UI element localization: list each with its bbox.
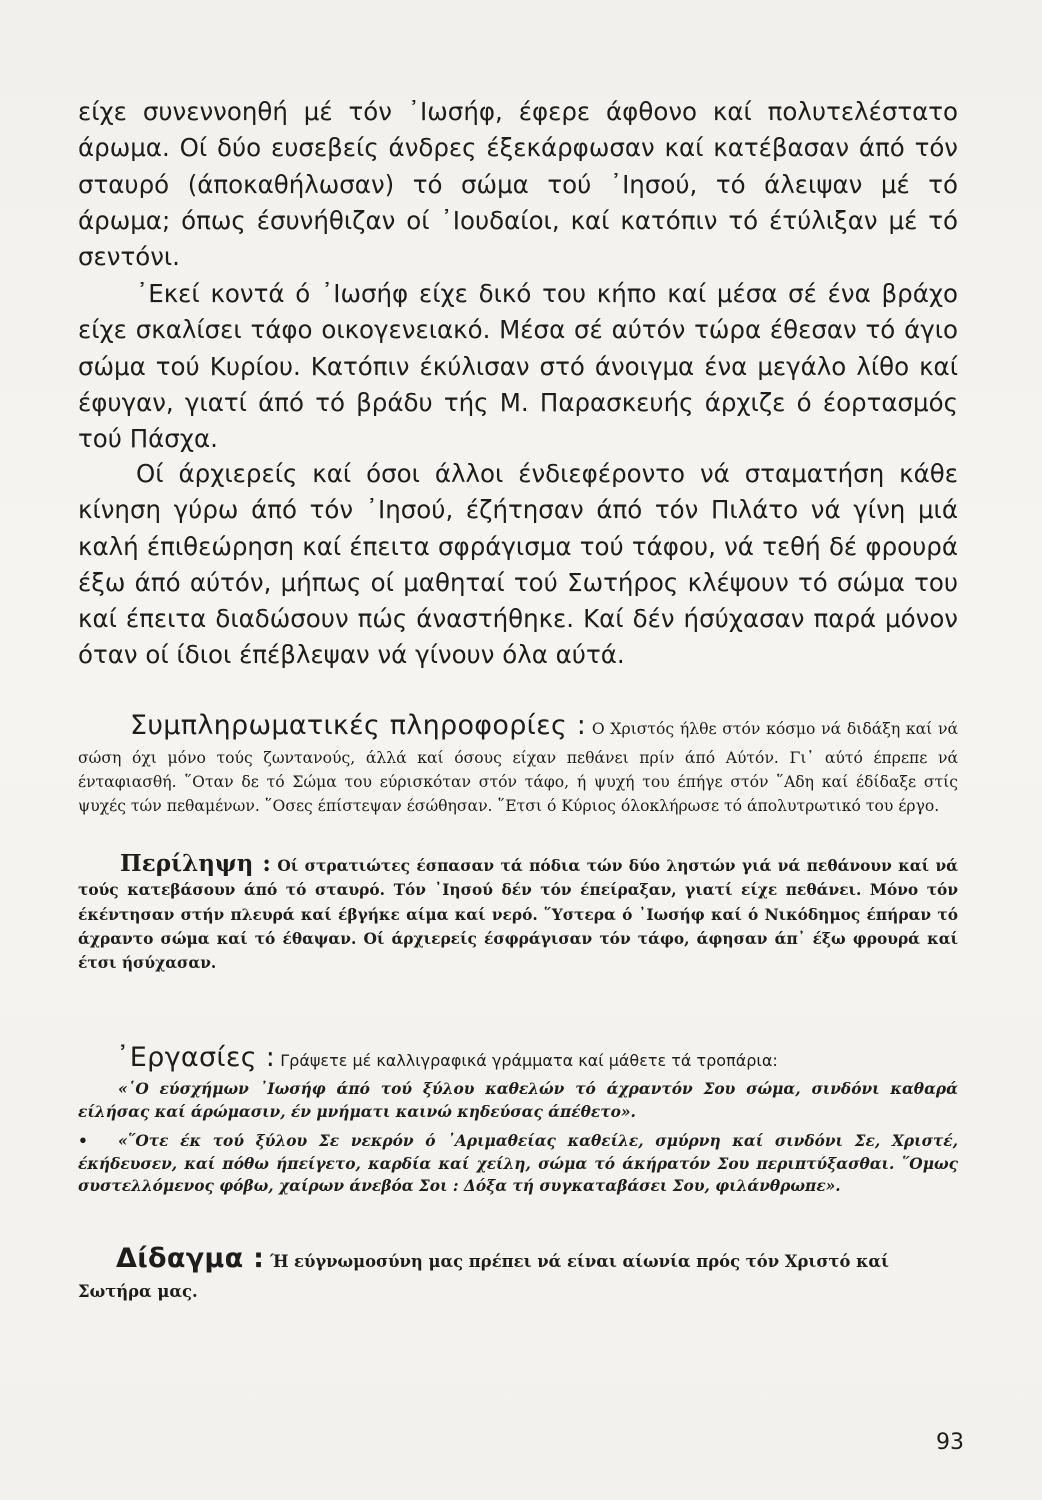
supplementary-info-heading: Συμπληρωματικές πληροφορίες :: [130, 710, 587, 741]
lesson-text: Ή εύγνωμοσύνη μας πρέπει νά είναι αίωνία πρός τόν Χριστό καί Σωτήρα μας.: [78, 1252, 889, 1301]
hymn-2: • «῞Οτε έκ τού ξύλου Σε νεκρόν ό ᾽Αριμαθείας καθείλε, σμύρνη καί σινδόνι Σε, Χριστέ, έκήδευσεν, καί πόθω ήπείγετο, καρδία καί χείλη, σώμα τό άκήρατόν Σου περιπτύξασθαι. ῞Ομως συστελλόμενος φόβω, χαίρων άνεβόα Σοι : Δόξα τή συγκαταβάσει Σου, φιλάνθρωπε».: [78, 1132, 958, 1195]
paragraph-1: [78, 94, 958, 275]
paragraph-2-text: ᾽Εκεί κοντά ό ᾽Ιωσήφ είχε δικό του κήπο καί μέσα σέ ένα βράχο είχε σκαλίσει τάφο οικογενειακό. Μέσα σέ αύτόν τώρα έθεσαν τό άγιο σώμα τού Κυρίου. Κατόπιν έκύλισαν στό άνοιγμα ένα μεγάλο λίθο καί έφυγαν, γιατί άπό τό βράδυ τής Μ. Παρασκευής άρχιζε ό έορτασμός τού Πάσχα.: [78, 279, 958, 454]
paragraph-1-text: είχε συνεννοηθή μέ τόν ᾽Ιωσήφ, έφερε άφθονο καί πολυτελέστατο άρωμα. Οί δύο ευσεβείς άνδρες έξεκάρφωσαν καί κατέβασαν άπό τόν σταυρό (άποκαθήλωσαν) τό σώμα τού ᾽Ιησού, τό άλειψαν μέ τό άρωμα; όπως έσυνήθιζαν οί ᾽Ιουδαίοι, καί κατόπιν τό έτύλιξαν μέ τό σεντόνι.: [78, 97, 958, 272]
lesson-heading: Δίδαγμα :: [116, 1243, 265, 1274]
paragraph-3: [78, 456, 958, 674]
tasks-heading: ᾽Εργασίες :: [116, 1042, 276, 1073]
summary-heading: Περίληψη :: [120, 850, 271, 877]
tasks-section: [78, 1040, 958, 1079]
lesson-section: [78, 1244, 958, 1307]
summary-section: [78, 852, 958, 975]
supplementary-info-section: [78, 706, 958, 819]
summary-text: Οί στρατιώτες έσπασαν τά πόδια τών δύο ληστών γιά νά πεθάνουν καί νά τούς κατεβάσουν άπό τό σταυρό. Τόν ᾽Ιησού δέν τόν έπείραξαν, γιατί είχε πεθάνει. Μόνο τόν έκέντησαν στήν πλευρά καί έβγήκε αίμα καί νερό. ῞Υστερα ό ᾽Ιωσήφ καί ό Νικόδημος έπήραν τό άχραντο σώμα καί τό έθαψαν. Οί άρχιερείς έσφράγισαν τόν τάφο, άφησαν άπ᾽ έξω φρουρά καί έτσι ήσύχασαν.: [78, 857, 958, 973]
paragraph-2: [78, 276, 958, 457]
tasks-instruction: Γράψετε μέ καλλιγραφικά γράμματα καί μάθετε τά τροπάρια:: [280, 1051, 778, 1070]
hymn-2-text: «῞Οτε έκ τού ξύλου Σε νεκρόν ό ᾽Αριμαθείας καθείλε, σμύρνη καί σινδόνι Σε, Χριστέ, έκήδευσεν, καί πόθω ήπείγετο, καρδία καί χείλη, σώμα τό άκήρατόν Σου περιπτύξασθαι. ῞Ομως συστελλόμενος φόβω, χαίρων άνεβόα Σοι : Δόξα τή συγκαταβάσει Σου, φιλάνθρωπε».: [78, 1132, 958, 1195]
supplementary-info-text: Ο Χριστός ήλθε στόν κόσμο νά διδάξη καί νά σώση όχι μόνο τούς ζωντανούς, άλλά καί όσους είχαν πεθάνει πρίν άπό Αύτόν. Γι᾽ αύτό έπρεπε νά ένταφιασθή. ῞Οταν δε τό Σώμα του εύρισκόταν στόν τάφο, ή ψυχή του έπήγε στόν ῞Αδη καί έδίδαξε στίς ψυχές τών πεθαμένων. ῞Οσες έπίστεψαν έσώθησαν. ῞Ετσι ό Κύριος όλοκλήρωσε τό άπολυτρωτικό του έργο.: [78, 720, 958, 816]
paragraph-3-text: Οί άρχιερείς καί όσοι άλλοι ένδιεφέροντο νά σταματήση κάθε κίνηση γύρω άπό τόν ᾽Ιησού, έζήτησαν άπό τόν Πιλάτο νά γίνη μιά καλή έπιθεώρηση καί έπειτα σφράγισμα τού τάφου, νά τεθή δέ φρουρά έξω άπό αύτόν, μήπως οί μαθηταί τού Σωτήρος κλέψουν τό σώμα του καί έπειτα διαδώσουν πώς άναστήθηκε. Καί δέν ήσύχασαν παρά μόνον όταν οί ίδιοι έπέβλεψαν νά γίνουν όλα αύτά.: [78, 459, 958, 670]
hymn-1-text: «῾Ο εύσχήμων ᾽Ιωσήφ άπό τού ξύλου καθελών τό άχραντόν Σου σώμα, σινδόνι καθαρά είλήσας καί άρώμασιν, έν μνήματι καινώ κηδεύσας άπέθετο».: [78, 1080, 958, 1121]
hymn-1: [78, 1078, 958, 1123]
page-number: 93: [936, 1430, 964, 1455]
